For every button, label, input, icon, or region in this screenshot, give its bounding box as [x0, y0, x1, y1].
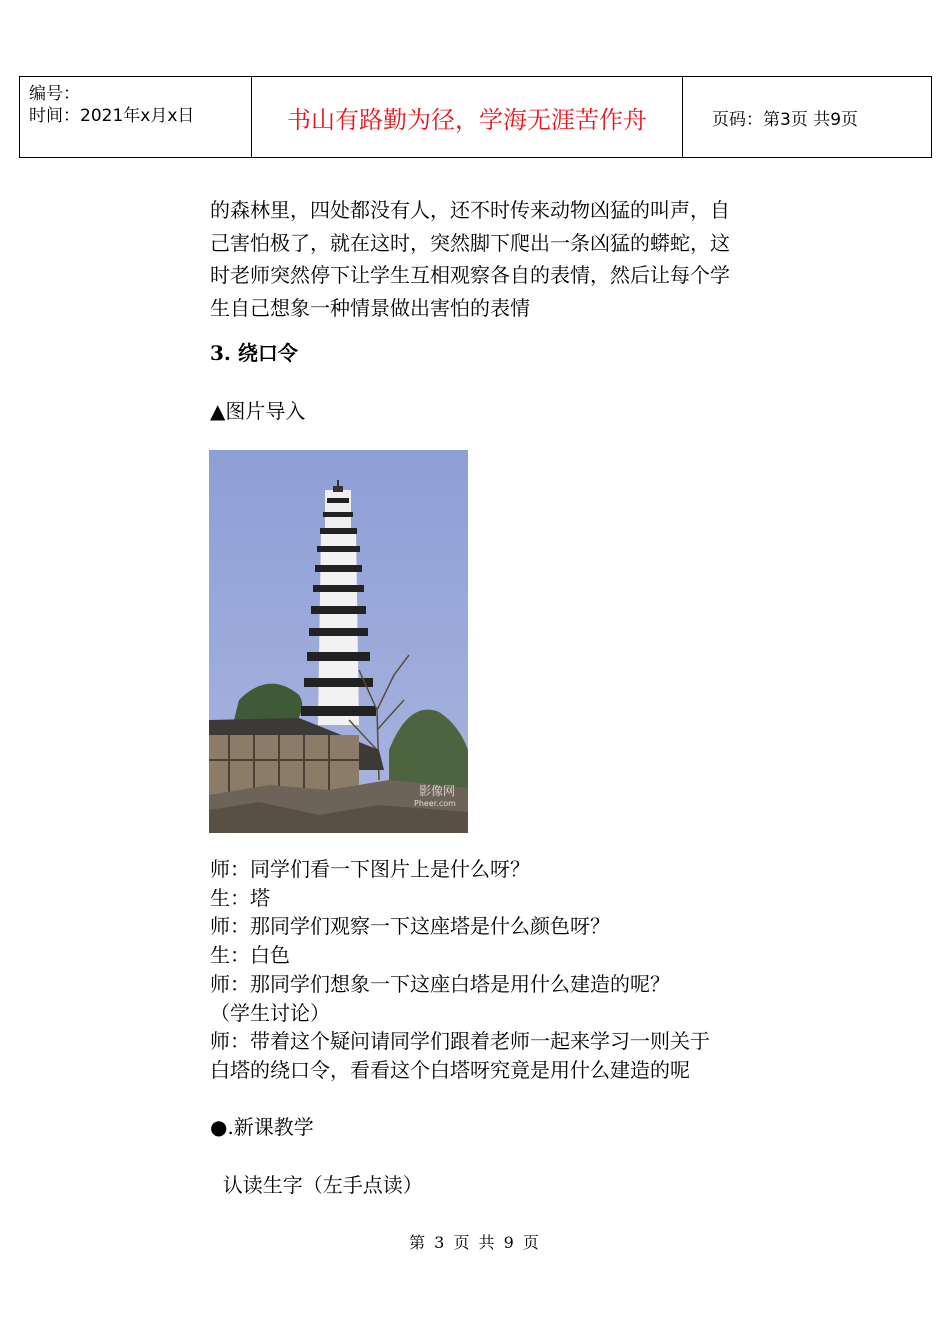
dialogue-line: 师：那同学们想象一下这座白塔是用什么建造的呢？: [210, 971, 670, 996]
dialogue-line: 白塔的绕口令，看看这个白塔呀究竟是用什么建造的呢: [210, 1057, 690, 1082]
paragraph-line: 的森林里，四处都没有人，还不时传来动物凶猛的叫声，自: [210, 198, 730, 222]
read-characters-line: 认读生字（左手点读）: [210, 1173, 423, 1197]
subheading-picture-intro: ▲图片导入: [210, 399, 306, 423]
watermark-sub: Pheer.com: [414, 799, 456, 808]
intro-paragraph: [210, 194, 790, 324]
document-header: [19, 76, 932, 158]
header-page-info: [692, 77, 932, 157]
paragraph-line: 生自己想象一种情景做出害怕的表情: [210, 295, 530, 320]
document-number-label: 编号：: [29, 84, 80, 104]
dialogue-line: 生：塔: [210, 885, 270, 910]
page-footer: 第 3 页 共 9 页: [409, 1233, 541, 1252]
dialogue-line: 生：白色: [210, 943, 290, 968]
page-info-text: 页码：第3页 共9页: [712, 109, 859, 130]
section-heading: 3. 绕口令: [210, 341, 298, 365]
dialogue-line: （学生讨论）: [210, 1000, 330, 1025]
watermark: 影像网: [419, 784, 456, 798]
paragraph-line: 己害怕极了，就在这时，突然脚下爬出一条凶猛的蟒蛇，这: [210, 230, 730, 255]
header-divider-2: [682, 77, 683, 157]
header-meta: [29, 83, 254, 127]
dialogue-line: 师：同学们看一下图片上是什么呀？: [210, 857, 530, 881]
dialogue: [210, 855, 790, 1085]
header-motto: 书山有路勤为径，学海无涯苦作舟: [287, 105, 647, 134]
paragraph-line: 时老师突然停下让学生互相观察各自的表情，然后让每个学: [210, 263, 730, 287]
document-time: 时间：2021年x月x日: [29, 106, 195, 126]
pagoda-photo: [209, 450, 468, 833]
dialogue-line: 师：带着这个疑问请同学们跟着老师一起来学习一则关于: [210, 1029, 710, 1054]
dialogue-line: 师：那同学们观察一下这座塔是什么颜色呀？: [210, 914, 610, 939]
header-border-left: [19, 77, 20, 157]
new-lesson-heading: ●.新课教学: [210, 1115, 314, 1139]
